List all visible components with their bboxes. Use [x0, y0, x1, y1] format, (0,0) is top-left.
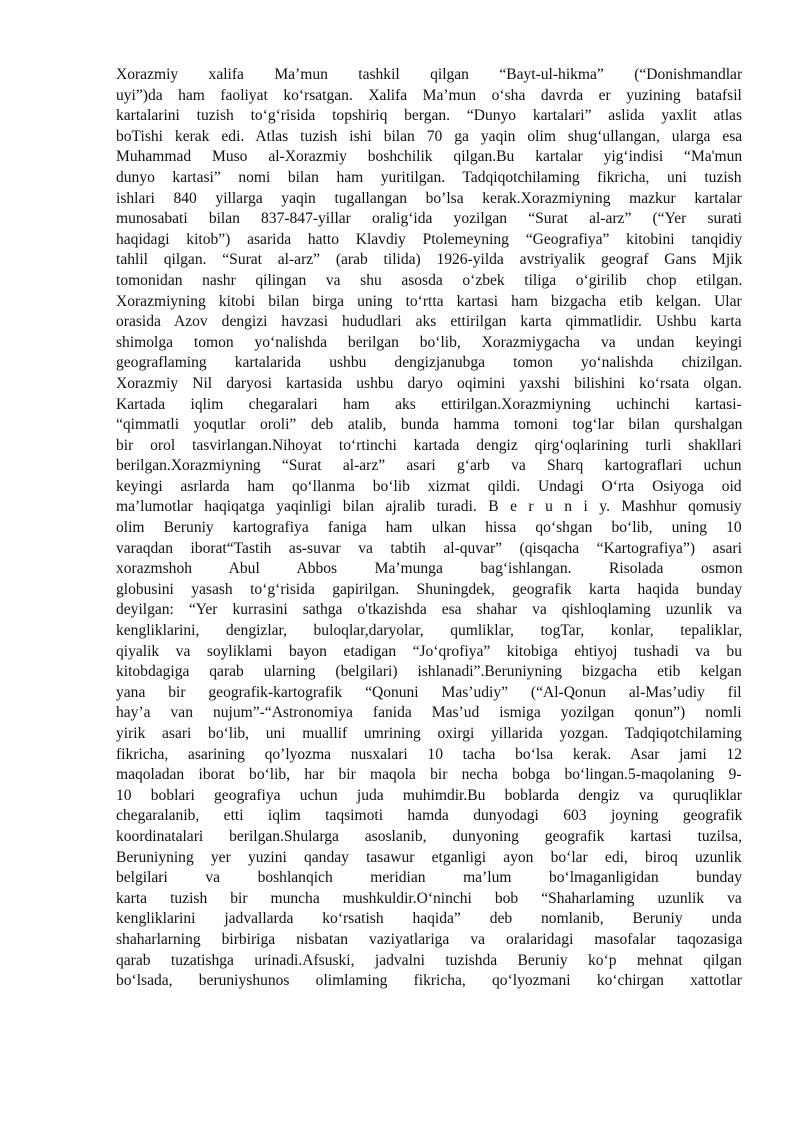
- text-line: olim Beruniy kartografiya faniga ham ulkan hissa qo‘shgan bo‘lib, uning 10: [116, 519, 742, 537]
- text-line: munosabati bilan 837-847-yillar oralig‘ida yozilgan “Surat al-arz” (“Yer surati: [116, 210, 742, 228]
- text-line: maqoladan iborat bo‘lib, har bir maqola bir necha bobga bo‘lingan.5-maqolaning 9-: [116, 766, 742, 784]
- text-line: karta tuzish bir muncha mushkuldir.O‘ninchi bob “Shaharlaming uzunlik va: [116, 889, 742, 907]
- text-line: orasida Azov dengizi havzasi hududlari aks ettirilgan karta qimmatlidir. Ushbu karta: [116, 313, 742, 331]
- text-line: shaharlarning birbiriga nisbatan vaziyatlariga va oralaridagi masofalar taqozasiga: [116, 930, 743, 948]
- text-line: Kartada iqlim chegaralari ham aks ettirilgan.Xorazmiyning uchinchi kartasi-: [116, 395, 742, 413]
- text-line: kartalarini tuzish to‘g‘risida topshiriq bergan. “Dunyo kartalari” aslida yaxlit atlas: [116, 107, 743, 125]
- text-line: kengliklarini, dengizlar, buloqlar,daryolar, qumliklar, togTar, konlar, tepaliklar,: [116, 622, 743, 640]
- text-line: haqidagi kitob”) asarida hatto Klavdiy Ptolemeyning “Geografiya” kitobini tanqidiy: [116, 230, 743, 248]
- text-line: fikricha, asarining qo’lyozma nusxalari 10 tacha bo‘lsa kerak. Asar jami 12: [116, 745, 742, 763]
- text-line: yirik asari bo‘lib, uni muallif umrining oxirgi yillarida yozgan. Tadqiqotchilaming: [116, 725, 742, 742]
- text-line: bir orol tasvirlangan.Nihoyat to‘rtinchi kartada dengiz qirg‘oqlarining turli shakllari: [116, 436, 742, 454]
- text-line: Xorazmiy xalifa Ma’mun tashkil qilgan “Bayt-ul-hikma” (“Donishmandlar: [116, 66, 743, 83]
- text-line: kengliklarini jadvallarda ko‘rsatish haqida” deb nomlanib, Beruniy unda: [116, 910, 742, 928]
- document-body: [116, 65, 742, 992]
- text-line: xorazmshoh Abul Abbos Ma’munga bag‘ishlangan. Risolada osmon: [116, 560, 743, 578]
- text-line: keyingi asrlarda ham qo‘llanma bo‘lib xizmat qildi. Undagi O‘rta Osiyoga oid: [116, 477, 742, 495]
- text-line: tomonidan nashr qilingan va shu asosda o‘zbek tiliga o‘girilib chop etilgan.: [116, 271, 743, 289]
- text-line: Xorazmiyning kitobi bilan birga uning to‘rtta kartasi ham bizgacha etib kelgan. Ular: [116, 292, 742, 310]
- text-line: koordinatalari berilgan.Shularga asoslanib, dunyoning geografik kartasi tuzilsa,: [116, 827, 743, 845]
- text-line: bo‘lsada, beruniyshunos olimlaming fikricha, qo‘lyozmani ko‘chirgan xattotlar: [116, 972, 742, 990]
- text-line: 10 boblari geografiya uchun juda muhimdir.Bu boblarda dengiz va quruqliklar: [116, 786, 742, 804]
- text-line: kitobdagiga qarab ularning (belgilari) ishlanadi”.Beruniyning bizgacha etib kelgan: [116, 663, 742, 681]
- text-line: Xorazmiy Nil daryosi kartasida ushbu daryo oqimini yaxshi bilishini ko‘rsata olgan.: [116, 374, 742, 392]
- text-line: “qimmatli yoqutlar oroli” deb atalib, bunda hamma tomoni tog‘lar bilan qurshalgan: [116, 416, 743, 434]
- text-line: chegaralanib, etti iqlim taqsimoti hamda dunyodagi 603 joyning geografik: [116, 807, 743, 825]
- text-line: berilgan.Xorazmiyning “Surat al-arz” asari g‘arb va Sharq kartograflari uchun: [116, 457, 742, 475]
- text-line: Beruniyning yer yuzini qanday tasawur etganligi ayon bo‘lar edi, biroq uzunlik: [116, 848, 742, 866]
- text-line: Muhammad Muso al-Xorazmiy boshchilik qilgan.Bu kartalar yig‘indisi “Ma'mun: [116, 148, 743, 166]
- text-line: uyi”)da ham faoliyat ko‘rsatgan. Xalifa Ma’mun o‘sha davrda er yuzining batafsil: [116, 86, 742, 104]
- text-line: yana bir geografik-kartografik “Qonuni Mas’udiy” (“Al-Qonun al-Mas’udiy fil: [116, 683, 742, 701]
- text-line: hay’a van nujum”-“Astronomiya fanida Mas’ud ismiga yozilgan qonun”) nomli: [116, 704, 742, 722]
- text-line: tahlil qilgan. “Surat al-arz” (arab tilida) 1926-yilda avstriyalik geograf Gans Mjik: [116, 251, 743, 269]
- text-line: qiyalik va soyliklami bayon etadigan “Jo‘qrofiya” kitobiga ehtiyoj tushadi va bu: [116, 642, 742, 660]
- text-line: varaqdan iborat“Tastih as-suvar va tabtih al-quvar” (qisqacha “Kartografiya”) asari: [116, 539, 742, 557]
- text-line: boTishi kerak edi. Atlas tuzish ishi bilan 70 ga yaqin olim shug‘ullangan, ularga esa: [116, 127, 743, 145]
- text-line: ishlari 840 yillarga yaqin tugallangan bo’lsa kerak.Xorazmiyning mazkur kartalar: [116, 189, 742, 207]
- text-line: shimolga tomon yo‘nalishda berilgan bo‘lib, Xorazmiygacha va undan keyingi: [116, 333, 743, 351]
- text-line: geograflaming kartalarida ushbu dengizjanubga tomon yo‘nalishda chizilgan.: [116, 354, 743, 372]
- text-line: belgilari va boshlanqich meridian ma’lum bo‘lmaganligidan bunday: [116, 869, 742, 887]
- text-line: ma’lumotlar haqiqatga yaqinligi bilan ajralib turadi. B e r u n i y. Mashhur qomusiy: [116, 498, 742, 516]
- text-line: globusini yasash to‘g‘risida gapirilgan. Shuningdek, geografik karta haqida bunday: [116, 580, 743, 598]
- text-line: deyilgan: “Yer kurrasini sathga o'tkazishda esa shahar va qishloqlaming uzunlik va: [116, 601, 743, 619]
- text-line: dunyo kartasi” nomi bilan ham yuritilgan. Tadqiqotchilaming fikricha, uni tuzish: [116, 168, 742, 186]
- text-line: qarab tuzatishga urinadi.Afsuski, jadvalni tuzishda Beruniy ko‘p mehnat qilgan: [116, 951, 742, 969]
